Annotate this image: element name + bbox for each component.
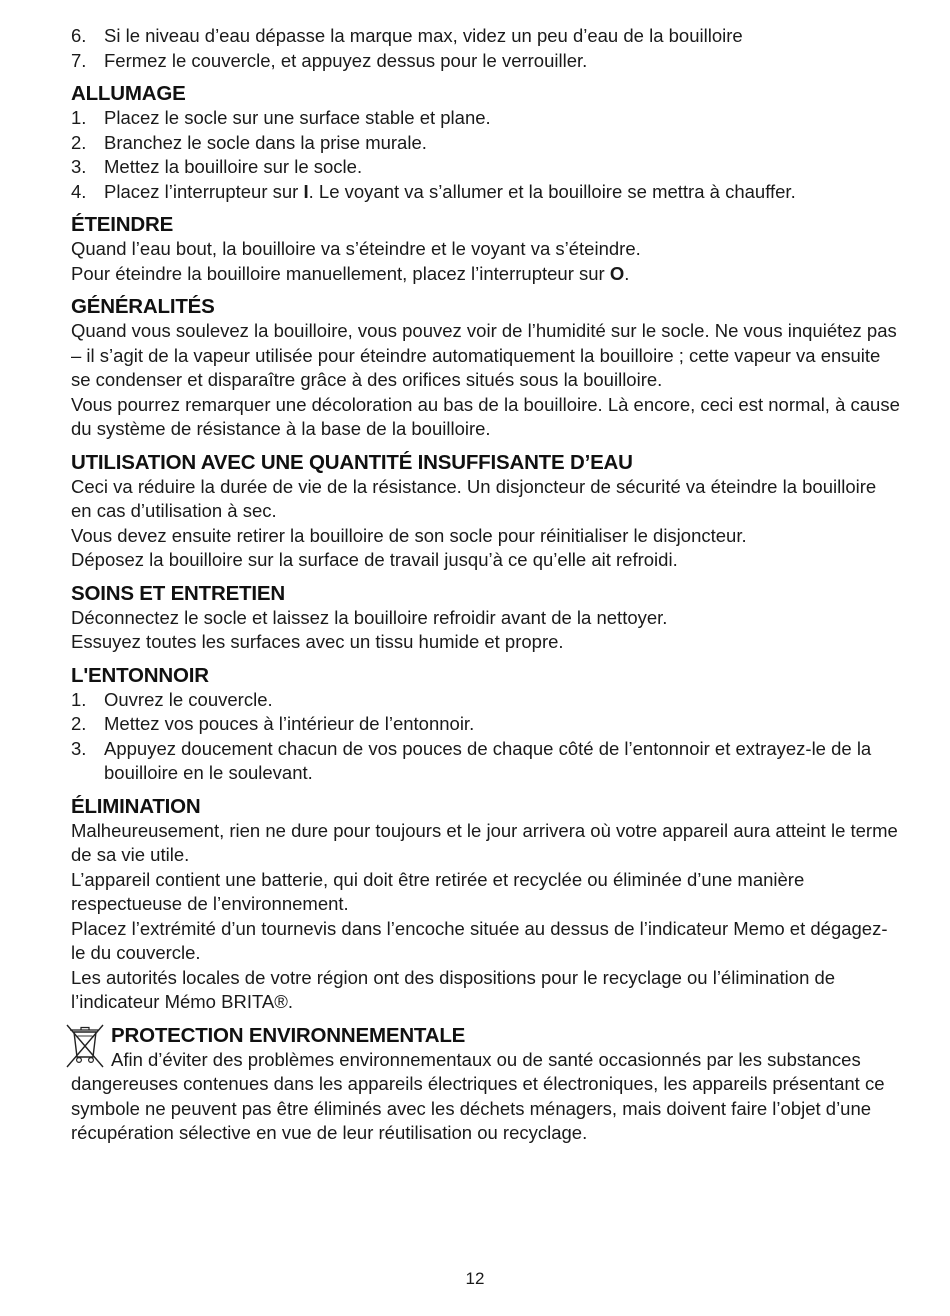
list-text: Fermez le couvercle, et appuyez dessus pour le verrouiller. <box>104 49 588 71</box>
paragraph: Quand l’eau bout, la bouilloire va s’éteindre et le voyant va s’éteindre. <box>71 238 641 259</box>
paragraph-text: Pour éteindre la bouilloire manuellement, placez l’interrupteur sur <box>71 262 610 284</box>
list-item <box>71 712 901 737</box>
section-utilisation <box>71 450 901 573</box>
list-number: 3. <box>71 737 87 759</box>
paragraph: Essuyez toutes les surfaces avec un tissu humide et propre. <box>71 631 564 652</box>
section-heading: L'ENTONNOIR <box>71 663 209 687</box>
paragraph-text: Afin d’éviter des problèmes environnementaux ou de santé occasionnés par les substances dangereuses contenues dans les appareils électriques et électroniques, les appareils présentant ce symbole ne peuvent pas être éliminés avec les déchets ménagers, mais doivent faire l’objet d’une récupération sélective en vue de leur réutilisation ou recyclage. <box>71 1048 885 1143</box>
paragraph-text-end: . <box>624 262 630 284</box>
list-item <box>71 737 901 786</box>
list-item <box>71 688 901 713</box>
section-entonnoir <box>71 663 901 786</box>
section-allumage <box>71 81 901 204</box>
paragraph: Déposez la bouilloire sur la surface de travail jusqu’à ce qu’elle ait refroidi. <box>71 549 678 570</box>
switch-symbol-off: O <box>609 262 625 284</box>
list-text: Branchez le socle dans la prise murale. <box>104 131 427 153</box>
list-item <box>71 24 901 49</box>
paragraph: Les autorités locales de votre région ont des dispositions pour le recyclage ou l’élimination de l’indicateur Mémo BRITA®. <box>71 966 836 1012</box>
paragraph: Vous pourrez remarquer une décoloration au bas de la bouilloire. Là encore, ceci est normal, à cause du système de résistance à la base de la bouilloire. <box>71 393 900 439</box>
paragraph <box>71 1048 901 1146</box>
section-generalites <box>71 294 901 442</box>
paragraph: L’appareil contient une batterie, qui doit être retirée et recyclée ou éliminée d’une manière respectueuse de l’environnement. <box>71 868 805 914</box>
section-heading: SOINS ET ENTRETIEN <box>71 581 285 605</box>
list-number: 1. <box>71 107 87 128</box>
list-number: 7. <box>71 49 87 71</box>
list-number: 3. <box>71 156 87 177</box>
list-number: 4. <box>71 180 87 202</box>
list-text: Placez le socle sur une surface stable et plane. <box>104 107 491 128</box>
paragraph: Déconnectez le socle et laissez la bouilloire refroidir avant de la nettoyer. <box>71 606 668 628</box>
list-number: 2. <box>71 131 87 153</box>
paragraph: Quand vous soulevez la bouilloire, vous pouvez voir de l’humidité sur le socle. Ne vous inquiétez pas – il s’agit de la vapeur utilisée pour éteindre automatiquement la bouilloire ; cette vapeur va ensuite se condenser et disparaître grâce à des orifices situés sous la bouilloire. <box>71 320 897 390</box>
list-text: Ouvrez le couvercle. <box>104 688 273 710</box>
list-number: 2. <box>71 713 87 734</box>
list-item <box>71 155 901 180</box>
paragraph: Vous devez ensuite retirer la bouilloire de son socle pour réinitialiser le disjoncteur. <box>71 524 747 546</box>
list-item <box>71 106 901 131</box>
section-soins <box>71 581 901 655</box>
paragraph: Malheureusement, rien ne dure pour toujours et le jour arrivera où votre appareil aura atteint le terme de sa vie utile. <box>71 819 898 865</box>
list-item <box>71 131 901 156</box>
switch-symbol-on: I <box>303 180 309 202</box>
section-eteindre <box>71 212 901 286</box>
list-item <box>71 180 901 205</box>
page-content <box>71 24 901 1146</box>
section-heading-with-icon <box>71 1023 901 1048</box>
section-heading: ALLUMAGE <box>71 82 186 105</box>
intro-steps-list <box>71 24 901 73</box>
paragraph: Placez l’extrémité d’un tournevis dans l’encoche située au dessus de l’indicateur Memo et dégagez-le du couvercle. <box>71 917 888 963</box>
list-number: 1. <box>71 688 87 710</box>
list-text-before: Placez l’interrupteur sur <box>104 180 304 202</box>
page-number: 12 <box>465 1269 485 1288</box>
section-heading: ÉLIMINATION <box>71 794 201 818</box>
list-text: Appuyez doucement chacun de vos pouces de chaque côté de l’entonnoir et extrayez-le de la bouilloire en le soulevant. <box>104 737 872 783</box>
section-heading: GÉNÉRALITÉS <box>71 295 215 318</box>
paragraph <box>71 262 901 287</box>
list-item <box>71 49 901 74</box>
section-elimination <box>71 794 901 1015</box>
paragraph: Ceci va réduire la durée de vie de la résistance. Un disjoncteur de sécurité va éteindre la bouilloire en cas d’utilisation à sec. <box>71 475 877 521</box>
section-protection <box>71 1023 901 1146</box>
crossed-out-wheelie-bin-icon <box>65 1023 105 1071</box>
section-heading: ÉTEINDRE <box>71 213 174 236</box>
list-text: Mettez vos pouces à l’intérieur de l’entonnoir. <box>104 713 475 734</box>
list-text: Si le niveau d’eau dépasse la marque max, videz un peu d’eau de la bouilloire <box>104 25 743 46</box>
list-text-after: . Le voyant va s’allumer et la bouilloire se mettra à chauffer. <box>308 180 796 202</box>
section-heading-text: PROTECTION ENVIRONNEMENTALE <box>111 1023 466 1047</box>
list-number: 6. <box>71 25 87 46</box>
list-text: Mettez la bouilloire sur le socle. <box>104 156 363 177</box>
section-heading: UTILISATION AVEC UNE QUANTITÉ INSUFFISANTE D’EAU <box>71 450 633 474</box>
